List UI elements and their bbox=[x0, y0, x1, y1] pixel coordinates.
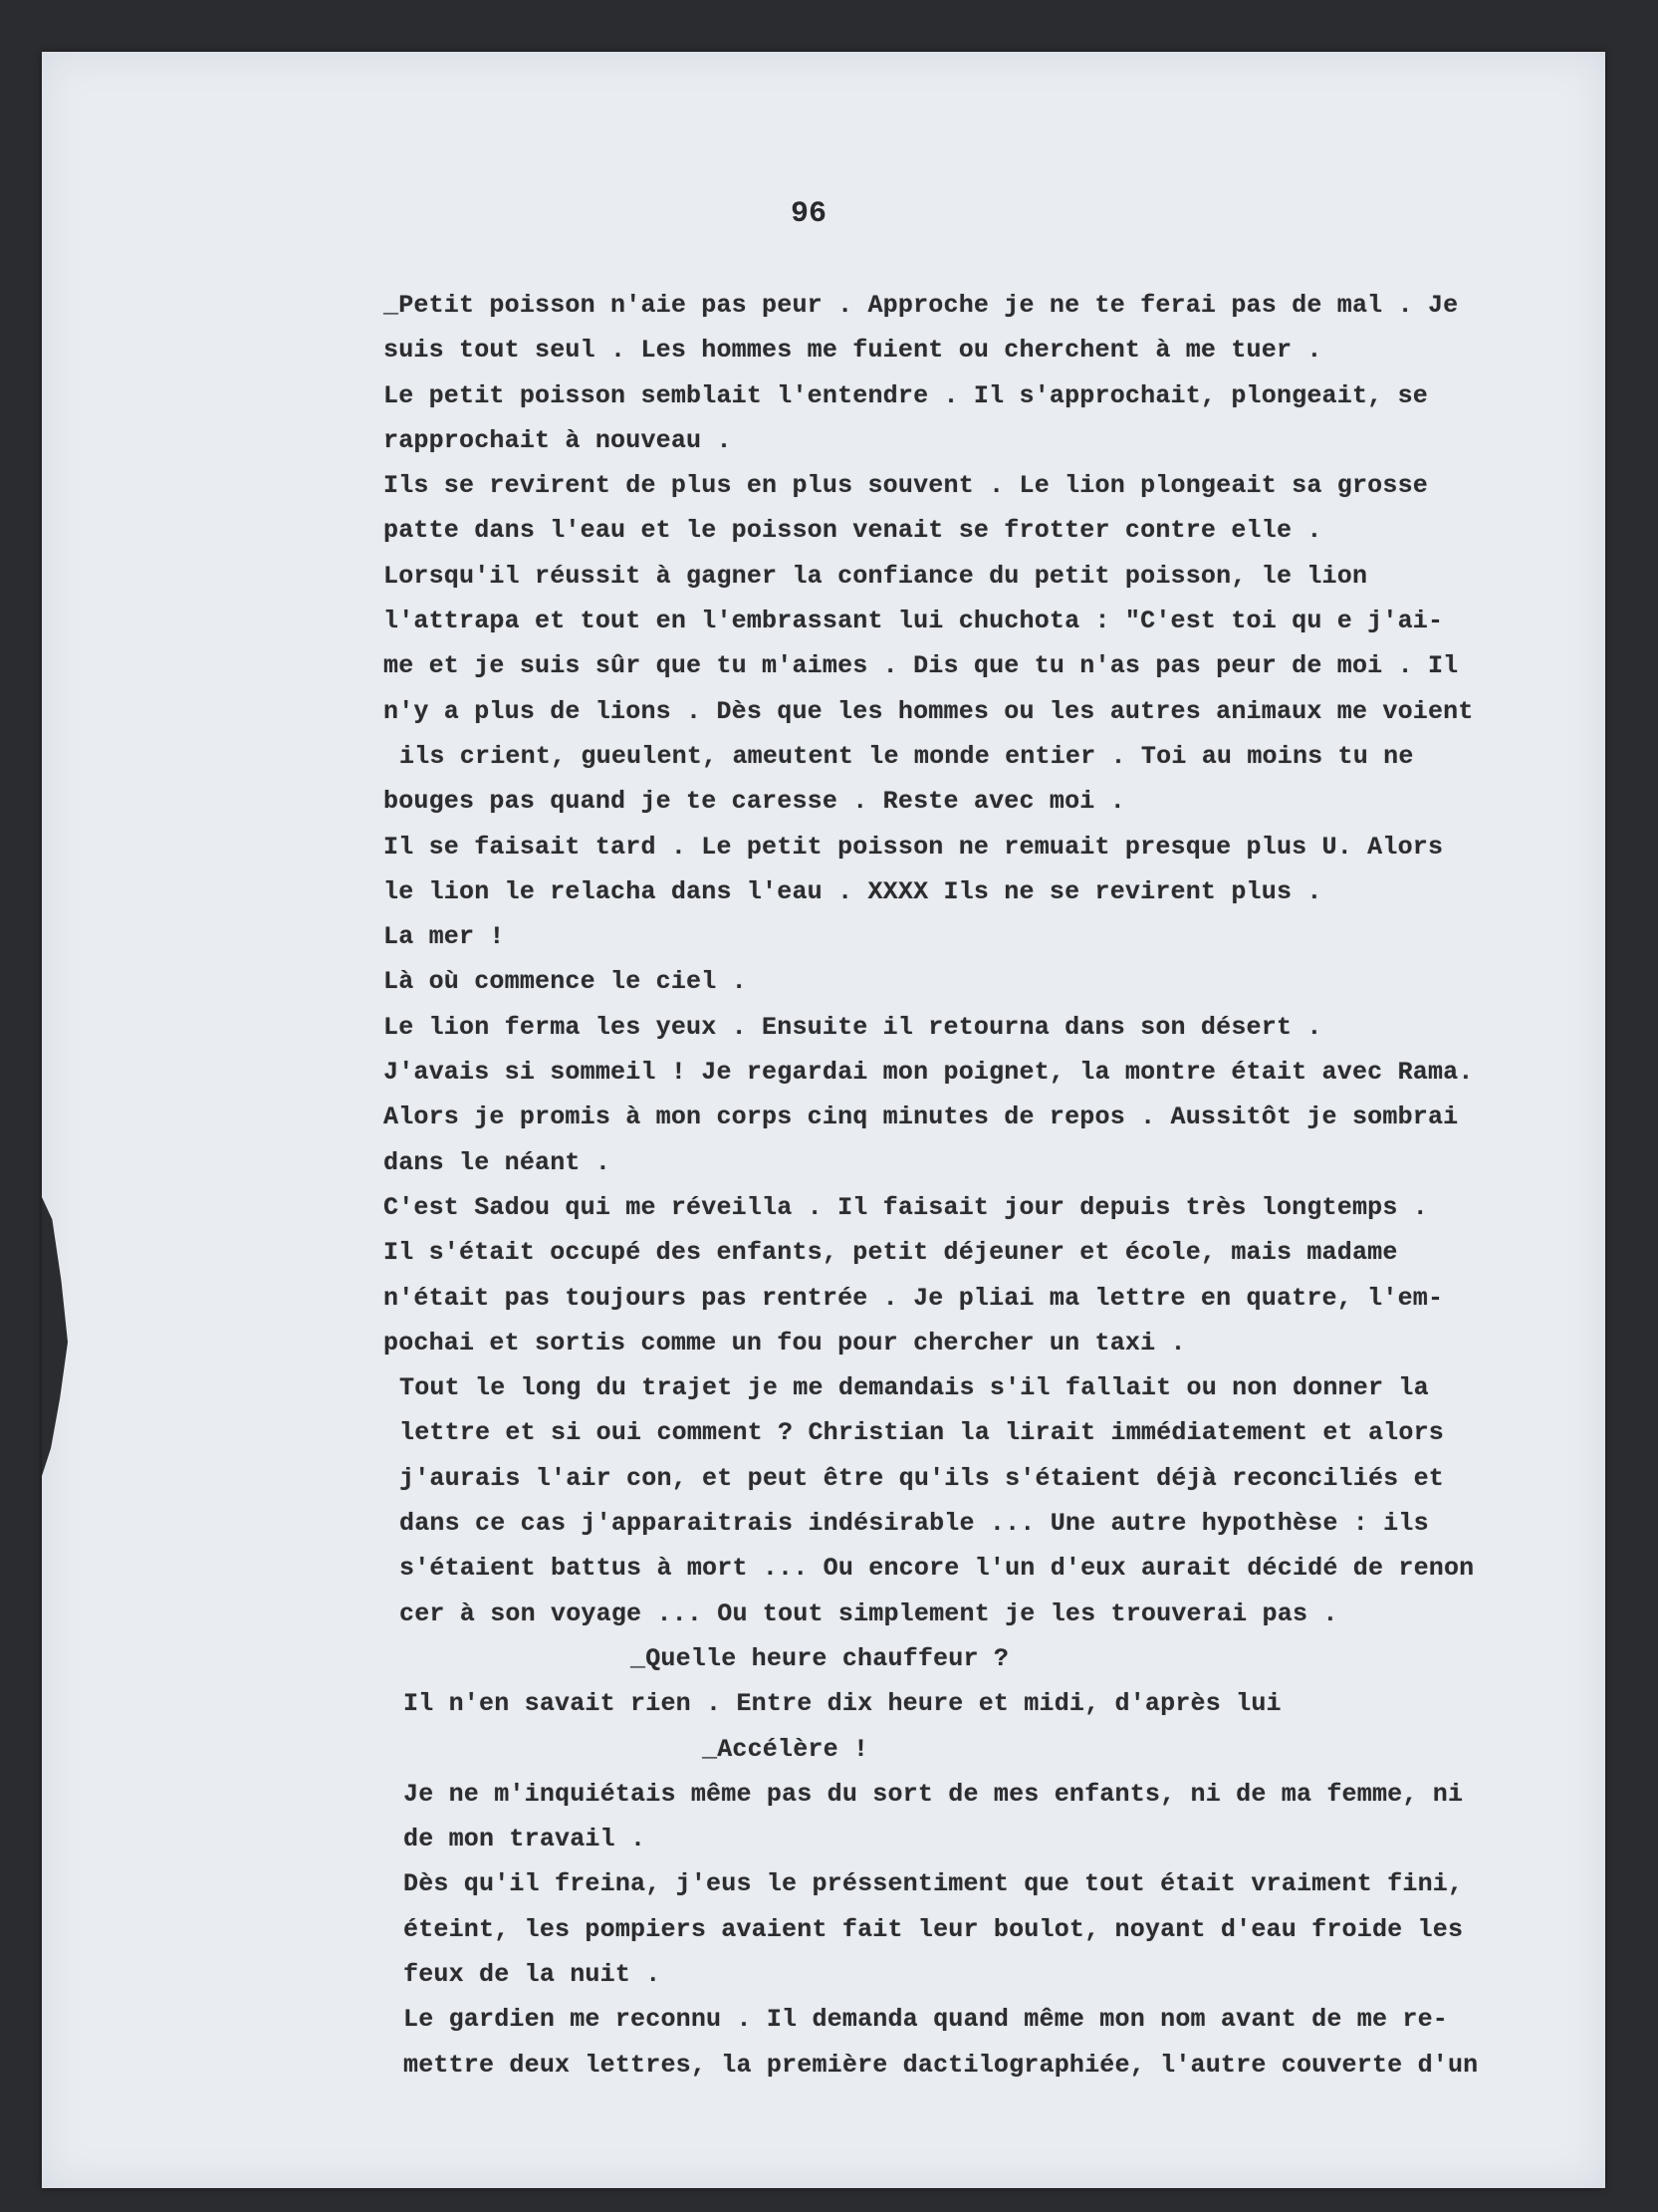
text-line: ils crient, gueulent, ameutent le monde entier . Toi au moins tu ne bbox=[399, 741, 1414, 771]
text-line: _Petit poisson n'aie pas peur . Approche je ne te ferai pas de mal . Je bbox=[383, 291, 1459, 320]
text-line: me et je suis sûr que tu m'aimes . Dis que tu n'as pas peur de moi . Il bbox=[383, 651, 1459, 681]
text-line: l'attrapa et tout en l'embrassant lui chuchota : "C'est toi qu e j'ai- bbox=[383, 607, 1444, 636]
text-line: rapprochait à nouveau . bbox=[383, 425, 732, 455]
text-line: La mer ! bbox=[383, 922, 505, 952]
torn-edge bbox=[42, 1197, 68, 1476]
text-line: pochai et sortis comme un fou pour chercher un taxi . bbox=[383, 1328, 1186, 1357]
text-line: dans le néant . bbox=[383, 1147, 611, 1177]
text-line: le lion le relacha dans l'eau . XXXX Ils ne se revirent plus . bbox=[383, 876, 1322, 906]
page-body-text bbox=[383, 283, 1598, 2088]
text-line: Là où commence le ciel . bbox=[383, 967, 747, 997]
text-line: bouges pas quand je te caresse . Reste avec moi . bbox=[383, 787, 1125, 817]
text-line: Il n'en savait rien . Entre dix heure et midi, d'après lui bbox=[403, 1689, 1282, 1719]
text-line: Alors je promis à mon corps cinq minutes de repos . Aussitôt je sombrai bbox=[383, 1103, 1459, 1132]
page-number: 96 bbox=[791, 197, 828, 231]
text-line: Je ne m'inquiétais même pas du sort de mes enfants, ni de ma femme, ni bbox=[403, 1779, 1464, 1809]
text-line: de mon travail . bbox=[403, 1825, 646, 1854]
text-line: cer à son voyage ... Ou tout simplement je les trouverai pas . bbox=[399, 1598, 1338, 1628]
text-line: Le petit poisson semblait l'entendre . Il s'approchait, plongeait, se bbox=[383, 380, 1428, 410]
text-line: Tout le long du trajet je me demandais s'il fallait ou non donner la bbox=[399, 1373, 1429, 1403]
text-line: Le lion ferma les yeux . Ensuite il retourna dans son désert . bbox=[383, 1012, 1322, 1042]
text-line: mettre deux lettres, la première dactilographiée, l'autre couverte d'un bbox=[403, 2050, 1479, 2080]
text-line: dans ce cas j'apparaitrais indésirable ... Une autre hypothèse : ils bbox=[399, 1509, 1429, 1539]
text-line: éteint, les pompiers avaient fait leur boulot, noyant d'eau froide les bbox=[403, 1914, 1464, 1944]
text-line: Dès qu'il freina, j'eus le préssentiment que tout était vraiment fini, bbox=[403, 1869, 1464, 1899]
text-line: Lorsqu'il réussit à gagner la confiance du petit poisson, le lion bbox=[383, 561, 1368, 591]
text-line: Le gardien me reconnu . Il demanda quand même mon nom avant de me re- bbox=[403, 2005, 1448, 2035]
text-line: C'est Sadou qui me réveilla . Il faisait jour depuis très longtemps . bbox=[383, 1192, 1428, 1222]
dialogue-line: _Quelle heure chauffeur ? bbox=[630, 1643, 1010, 1673]
text-line: Il se faisait tard . Le petit poisson ne remuait presque plus U. Alors bbox=[383, 832, 1444, 861]
text-line: n'y a plus de lions . Dès que les hommes ou les autres animaux me voient bbox=[383, 696, 1474, 726]
text-line: Il s'était occupé des enfants, petit déjeuner et école, mais madame bbox=[383, 1238, 1398, 1268]
text-line: j'aurais l'air con, et peut être qu'ils s'étaient déjà reconciliés et bbox=[399, 1463, 1444, 1493]
text-line: J'avais si sommeil ! Je regardai mon poignet, la montre était avec Rama. bbox=[383, 1058, 1474, 1088]
text-line: suis tout seul . Les hommes me fuient ou cherchent à me tuer . bbox=[383, 336, 1322, 366]
dialogue-line: _Accélère ! bbox=[702, 1734, 869, 1764]
text-line: feux de la nuit . bbox=[403, 1959, 661, 1989]
typewritten-page bbox=[42, 52, 1605, 2188]
text-line: s'étaient battus à mort ... Ou encore l'un d'eux aurait décidé de renon bbox=[399, 1554, 1475, 1584]
text-line: lettre et si oui comment ? Christian la lirait immédiatement et alors bbox=[399, 1418, 1444, 1448]
text-line: patte dans l'eau et le poisson venait se frotter contre elle . bbox=[383, 516, 1322, 546]
text-line: n'était pas toujours pas rentrée . Je pliai ma lettre en quatre, l'em- bbox=[383, 1283, 1444, 1313]
text-line: Ils se revirent de plus en plus souvent . Le lion plongeait sa grosse bbox=[383, 471, 1428, 501]
